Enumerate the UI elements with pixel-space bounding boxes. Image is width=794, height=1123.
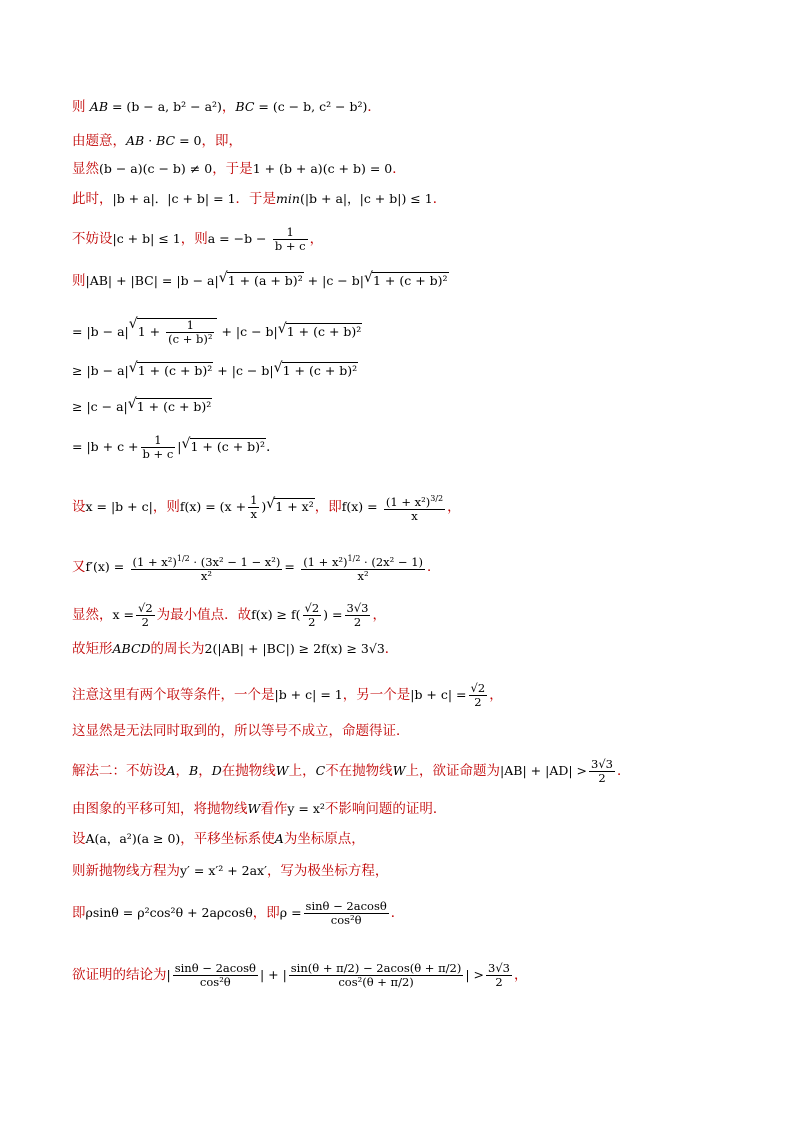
text-line-3: 显然(b − a)(c − b) ≠ 0，于是1 + (b + a)(c + b) = 0． — [72, 161, 406, 177]
text-line-15: 注意这里有两个取等条件，一个是|b + c| = 1，另一个是|b + c| = $\frac{√2}{2}$ ， — [72, 681, 503, 709]
text-line-6: 则|AB| + |BC| = |b − a| √ 1 + (a + b)² + |c − b| √ 1 + (c + b)² — [72, 270, 448, 289]
text-line-12: 又f′(x) = $\frac{(1 + x^2)^{1/2} \cdot (3x^2 - 1 - x^2)}{\text{x²}}$ = $\frac{(1 + x^2)^{1/2} \cdot (2x^2 - 1)}{\text{x²}}$ ． — [72, 554, 441, 583]
text-line-8: ≥ |b − a| √ 1 + (c + b)² + |c − b| √ 1 + (c + b)² — [72, 360, 358, 378]
text-line-11: 设x = |b + c|，则f(x) = (x + $\frac{1}{x}$ ) √ 1 + x²，即f(x) = $\frac{(1 + x^2)^{3/2}}{x}$ ， — [72, 492, 461, 523]
text-line-4: 此时，|b + a|．|c + b| = 1．于是min(|b + a|，|c + b|) ≤ 1． — [72, 191, 447, 207]
text-line-5: 不妨设|c + b| ≤ 1，则a = −b − $\frac{1}{b + c}$ ， — [72, 225, 324, 253]
text-line-13: 显然，x = $\frac{√2}{2}$ 为最小值点．故f(x) ≥ f( $\frac{√2}{2}$ ) = $\frac{3√3}{2}$ ， — [72, 601, 386, 629]
text-line-17: 解法二：不妨设A，B，D在抛物线W上，C不在抛物线W上，欲证命题为|AB| + |AD| > $\frac{3√3}{2}$ ． — [72, 757, 631, 785]
fraction: $\frac{1}{b + c}$ — [274, 225, 306, 253]
text-line-21: 即ρsinθ = ρ²cos²θ + 2aρcosθ，即ρ = $\frac{\sin\theta - 2acos\theta}{\text{cos²θ}}$ ． — [72, 899, 405, 927]
text-line-19: 设A(a，a²)(a ≥ 0)，平移坐标系使A为坐标原点， — [72, 831, 365, 847]
text-line-16: 这显然是无法同时取到的，所以等号不成立，命题得证． — [72, 723, 410, 739]
text-line-14: 故矩形ABCD的周长为2(|AB| + |BC|) ≥ 2f(x) ≥ 3√3． — [72, 641, 399, 657]
text-line-18: 由图象的平移可知，将抛物线W看作y = x²不影响问题的证明． — [72, 801, 447, 817]
text-line-9: ≥ |c − a| √ 1 + (c + b)² — [72, 396, 212, 414]
text-line-22: 欲证明的结论为| $\frac{\sin\theta - 2acos\theta}{\text{cos²θ}}$ | + | $\frac{\sin(\theta + \pi/2) - 2acos(\theta + \pi/2)}{\text{cos²(θ + π/2)}}$ | > $\frac{3√3}{2}$ ， — [72, 961, 528, 989]
text-line-20: 则新抛物线方程为y′ = x′² + 2ax′，写为极坐标方程， — [72, 863, 389, 879]
text-line-10: = |b + c + $\frac{1}{b + c}$ | √ 1 + (c + b)²． — [72, 433, 280, 461]
text-line-1: 则 AB = (b − a, b² − a²)，BC = (c − b, c² − b²)． — [72, 99, 381, 115]
text-line-7: = |b − a| √ 1 + $\frac{1}{\text{(c + b)²}}$ + |c − b| √ 1 + (c + b)² — [72, 316, 362, 346]
text-line-2: 由题意，AB · BC = 0，即， — [72, 133, 242, 149]
